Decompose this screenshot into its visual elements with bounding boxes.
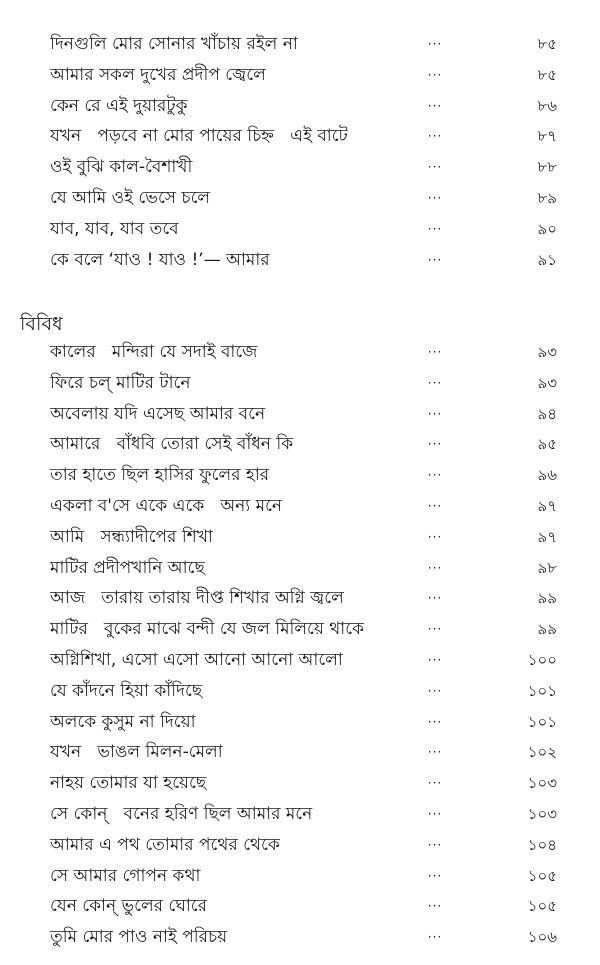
leader-dots: ···: [427, 190, 443, 205]
entry-title: আমার সকল দুখের প্রদীপ জ্বেলে: [50, 64, 266, 85]
contents-entry: [0, 830, 600, 861]
contents-entry: [0, 768, 600, 799]
contents-entry: [0, 522, 600, 553]
entry-page-number: ৮৯: [537, 188, 557, 207]
leader-dots: ···: [427, 683, 443, 698]
entry-page-number: ১০৫: [527, 866, 557, 885]
contents-entry: [0, 491, 600, 522]
leader-dots: ···: [427, 806, 443, 821]
leader-dots: ···: [427, 67, 443, 82]
entry-title: অগ্নিশিখা, এসো এসো আনো আনো আলো: [50, 649, 343, 670]
contents-entry: [0, 368, 600, 399]
entry-page-number: ১০৫: [527, 897, 557, 916]
entry-page-number: ১০৬: [527, 928, 557, 947]
entry-title: কে বলে ‘যাও ! যাও !’— আমার: [50, 249, 270, 270]
entry-title: ওই বুঝি কাল-বৈশাখী: [50, 157, 193, 178]
section-heading: বিবিধ: [20, 313, 63, 335]
entry-title: দিনগুলি মোর সোনার খাঁচায় রইল না: [50, 34, 298, 54]
leader-dots: ···: [427, 837, 443, 852]
entry-page-number: ৯৯: [537, 620, 557, 639]
leader-dots: ···: [427, 468, 443, 483]
entry-page-number: ১০৩: [527, 804, 557, 823]
leader-dots: ···: [427, 160, 443, 175]
entry-title: একলা ব'সে একে একে অন্য মনে: [50, 495, 283, 516]
contents-entry: [0, 337, 600, 368]
leader-dots: ···: [427, 529, 443, 544]
contents-entry: [0, 799, 600, 830]
contents-entry: [0, 152, 600, 183]
entry-page-number: ৯৩: [537, 343, 557, 361]
entry-page-number: ৯৩: [537, 373, 557, 392]
entry-title: সে আমার গোপন কথা: [50, 865, 201, 886]
entry-page-number: ৯৭: [537, 527, 557, 546]
entry-page-number: ৯৯: [537, 589, 557, 608]
leader-dots: ···: [427, 37, 443, 51]
contents-entry: [0, 91, 600, 122]
contents-entry: [0, 29, 600, 60]
entry-title: তার হাতে ছিল হাসির ফুলের হার: [50, 465, 270, 486]
entry-page-number: ৯০: [537, 219, 557, 238]
entry-title: সে কোন্ বনের হরিণ ছিল আমার মনে: [50, 803, 313, 824]
leader-dots: ···: [427, 406, 443, 421]
entry-title: তুমি মোর পাও নাই পরিচয়: [50, 927, 228, 948]
entry-page-number: ১০২: [527, 743, 557, 762]
leader-dots: ···: [427, 622, 443, 637]
entry-title: আমার এ পথ তোমার পথের থেকে: [50, 834, 280, 855]
leader-dots: ···: [427, 98, 443, 113]
leader-dots: ···: [427, 714, 443, 729]
contents-entry: [0, 460, 600, 491]
contents-entry: [0, 121, 600, 152]
leader-dots: ···: [427, 129, 443, 144]
leader-dots: ···: [427, 776, 443, 791]
contents-entry: [0, 553, 600, 584]
entry-title: মাটির বুকের মাঝে বন্দী যে জল মিলিয়ে থাকে: [50, 619, 364, 640]
entry-page-number: ১০৩: [527, 774, 557, 793]
leader-dots: ···: [427, 899, 443, 914]
entry-page-number: ৮৭: [537, 127, 557, 146]
contents-entry: [0, 922, 600, 953]
contents-entry: [0, 429, 600, 460]
leader-dots: ···: [427, 652, 443, 667]
leader-dots: ···: [427, 930, 443, 945]
leader-dots: ···: [427, 375, 443, 390]
entry-title: আমারে বাঁধবি তোরা সেই বাঁধন কি: [50, 434, 294, 455]
contents-entry: [0, 737, 600, 768]
contents-list-section-1: [0, 29, 600, 275]
entry-page-number: ৯৮: [537, 558, 557, 577]
leader-dots: ···: [427, 560, 443, 575]
entry-page-number: ৮৫: [537, 35, 557, 53]
entry-title: ফিরে চল্ মাটির টানে: [50, 372, 191, 393]
leader-dots: ···: [427, 498, 443, 513]
entry-title: যে আমি ওই ভেসে চলে: [50, 187, 211, 208]
contents-entry: [0, 245, 600, 276]
entry-page-number: ৯৬: [537, 466, 557, 485]
entry-title: আমি সন্ধ্যাদীপের শিখা: [50, 526, 213, 547]
entry-title: কালের মন্দিরা যে সদাই বাজে: [50, 342, 258, 362]
leader-dots: ···: [427, 221, 443, 236]
entry-title: অবেলায় যদি এসেছ আমার বনে: [50, 403, 266, 424]
entry-title: আজ তারায় তারায় দীপ্ত শিখার অগ্নি জ্বলে: [50, 588, 344, 609]
entry-page-number: ১০১: [527, 712, 557, 731]
entry-page-number: ৯৪: [537, 404, 557, 423]
contents-list-section-2: [0, 337, 600, 953]
contents-entry: [0, 60, 600, 91]
contents-entry: [0, 861, 600, 892]
leader-dots: ···: [427, 252, 443, 267]
entry-page-number: ১০৪: [527, 835, 557, 854]
contents-entry: [0, 214, 600, 245]
leader-dots: ···: [427, 591, 443, 606]
entry-title: নাহয় তোমার যা হয়েছে: [50, 773, 207, 794]
entry-page-number: ৯১: [537, 250, 557, 269]
leader-dots: ···: [427, 745, 443, 760]
contents-entry: [0, 583, 600, 614]
entry-title: কেন রে এই দুয়ারটুকু: [50, 95, 188, 116]
entry-title: মাটির প্রদীপখানি আছে: [50, 557, 205, 578]
entry-page-number: ৮৮: [537, 158, 557, 177]
contents-entry: [0, 645, 600, 676]
entry-page-number: ৮৬: [537, 96, 557, 115]
contents-entry: [0, 183, 600, 214]
entry-page-number: ১০১: [527, 681, 557, 700]
contents-entry: [0, 707, 600, 738]
contents-entry: [0, 676, 600, 707]
entry-title: যখন ভাঙল মিলন-মেলা: [50, 742, 223, 763]
contents-entry: [0, 891, 600, 922]
leader-dots: ···: [427, 437, 443, 452]
entry-page-number: ৮৫: [537, 65, 557, 84]
contents-entry: [0, 399, 600, 430]
entry-title: অলকে কুসুম না দিয়ো: [50, 711, 196, 732]
entry-page-number: ৯৭: [537, 496, 557, 515]
entry-title: যখন পড়বে না মোর পায়ের চিহ্ন এই বাটে: [50, 126, 348, 147]
entry-title: যে কাঁদনে হিয়া কাঁদিছে: [50, 680, 203, 701]
entry-page-number: ১০০: [527, 650, 557, 669]
contents-entry: [0, 614, 600, 645]
entry-title: যেন কোন্ ভুলের ঘোরে: [50, 896, 207, 917]
leader-dots: ···: [427, 345, 443, 359]
entry-title: যাব, যাব, যাব তবে: [50, 218, 179, 239]
entry-page-number: ৯৫: [537, 435, 557, 454]
leader-dots: ···: [427, 868, 443, 883]
